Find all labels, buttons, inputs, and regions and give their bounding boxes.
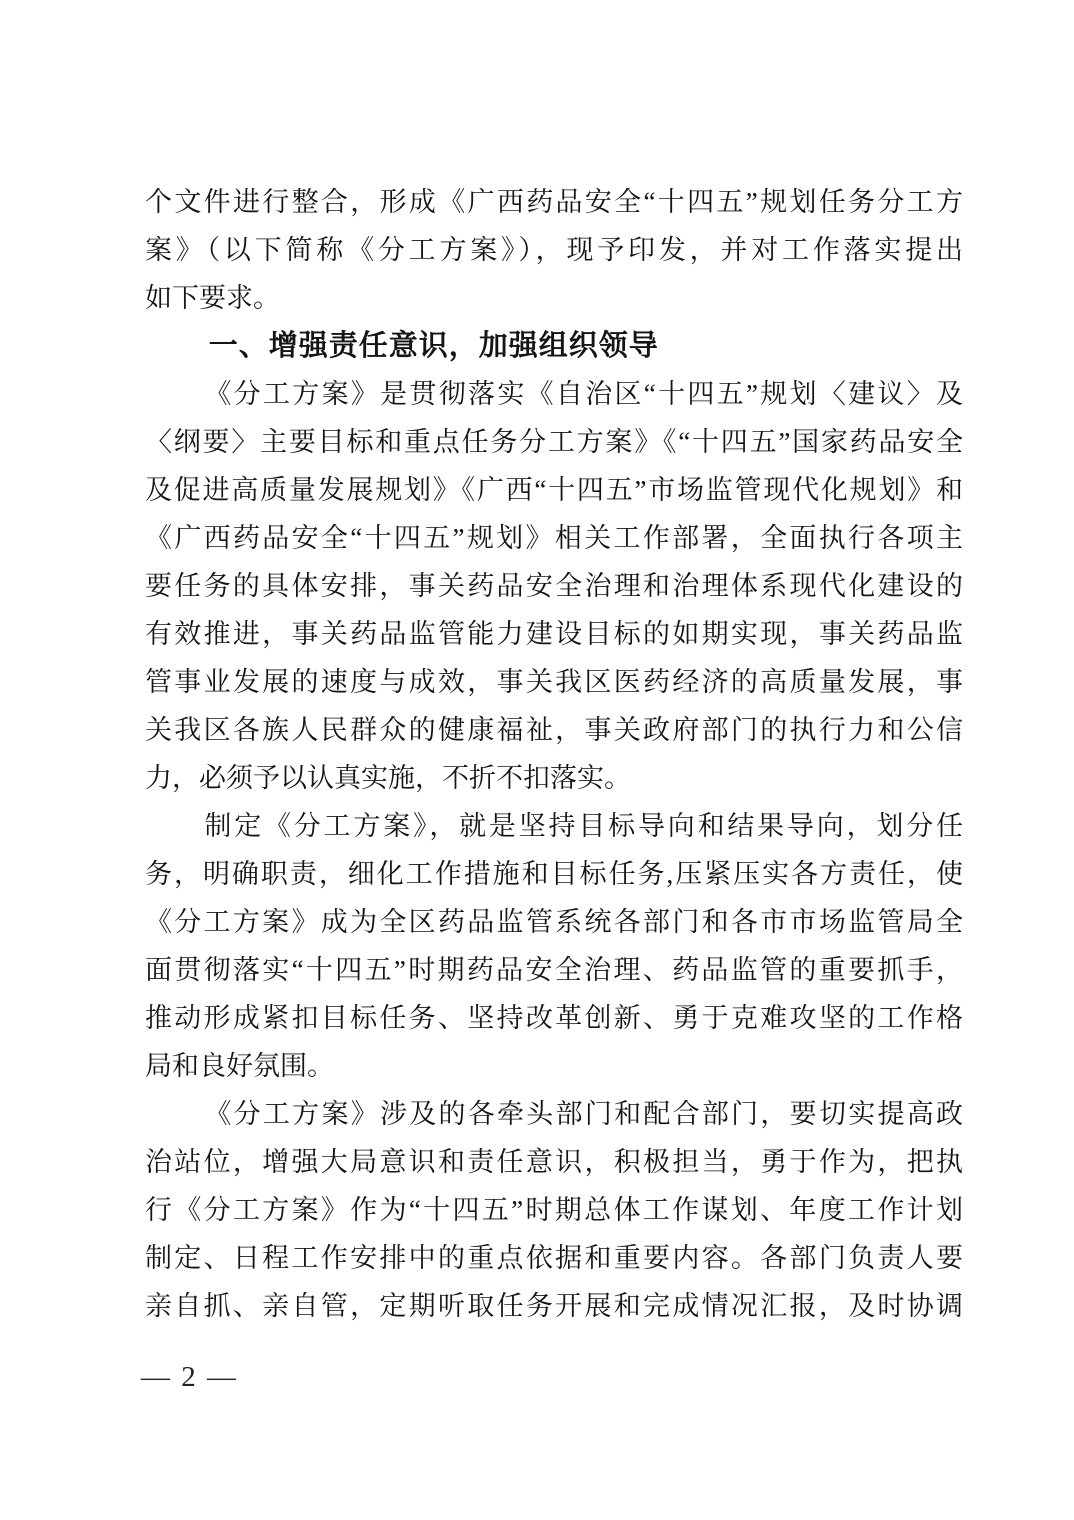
text-line: 案》（以下简称《分工方案》），现予印发，并对工作落实提出 xyxy=(145,235,963,265)
text-line: 行《分工方案》作为“十四五”时期总体工作谋划、年度工作计划 xyxy=(145,1195,963,1225)
text-line: 局和良好氛围。 xyxy=(145,1051,334,1081)
text-line: 《分工方案》是贯彻落实《自治区“十四五”规划〈建议〉及 xyxy=(204,379,963,409)
text-line: 要任务的具体安排，事关药品安全治理和治理体系现代化建设的 xyxy=(145,571,963,601)
text-line: 个文件进行整合，形成《广西药品安全“十四五”规划任务分工方 xyxy=(145,187,963,217)
text-line: 《分工方案》成为全区药品监管系统各部门和各市市场监管局全 xyxy=(145,907,963,937)
text-line: 务，明确职责，细化工作措施和目标任务,压紧压实各方责任，使 xyxy=(145,859,963,889)
text-line: 〈纲要〉主要目标和重点任务分工方案》《“十四五”国家药品安全 xyxy=(145,427,963,457)
text-line: 关我区各族人民群众的健康福祉，事关政府部门的执行力和公信 xyxy=(145,715,963,745)
text-line: 有效推进，事关药品监管能力建设目标的如期实现，事关药品监 xyxy=(145,619,963,649)
section-heading: 一、增强责任意识，加强组织领导 xyxy=(208,330,659,362)
text-line: 《广西药品安全“十四五”规划》相关工作部署，全面执行各项主 xyxy=(145,523,963,553)
text-line: 如下要求。 xyxy=(145,283,280,313)
page-number: — 2 — xyxy=(141,1361,238,1393)
text-line: 《分工方案》涉及的各牵头部门和配合部门，要切实提高政 xyxy=(204,1099,963,1129)
text-line: 亲自抓、亲自管，定期听取任务开展和完成情况汇报，及时协调 xyxy=(145,1291,963,1321)
text-line: 管事业发展的速度与成效，事关我区医药经济的高质量发展，事 xyxy=(145,667,963,697)
text-line: 面贯彻落实“十四五”时期药品安全治理、药品监管的重要抓手， xyxy=(145,955,963,985)
text-line: 制定、日程工作安排中的重点依据和重要内容。各部门负责人要 xyxy=(145,1243,963,1273)
text-line: 推动形成紧扣目标任务、坚持改革创新、勇于克难攻坚的工作格 xyxy=(145,1003,963,1033)
text-line: 及促进高质量发展规划》《广西“十四五”市场监管现代化规划》和 xyxy=(145,475,963,505)
text-line: 治站位，增强大局意识和责任意识，积极担当，勇于作为，把执 xyxy=(145,1147,963,1177)
text-line: 力，必须予以认真实施，不折不扣落实。 xyxy=(145,763,631,793)
text-line: 制定《分工方案》，就是坚持目标导向和结果导向，划分任 xyxy=(204,811,963,841)
document-body xyxy=(145,178,963,1330)
